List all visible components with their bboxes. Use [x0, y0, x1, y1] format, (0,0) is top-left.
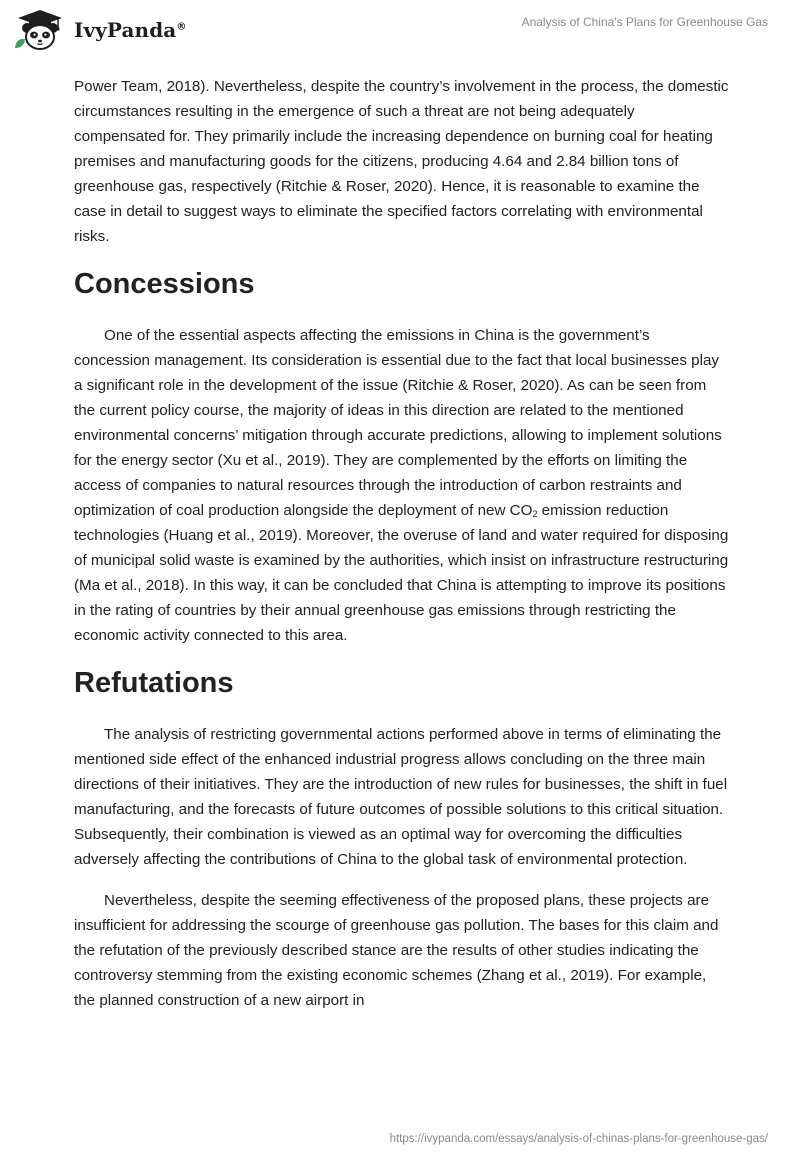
intro-paragraph: Power Team, 2018). Nevertheless, despite the country’s involvement in the process, the domestic circumstances resulting in the emergence of such a threat are not being adequately compensated for. They primarily include the increasing dependence on burning coal for heating premises and manufacturing goods for the citizens, producing 4.64 and 2.84 billion tons of greenhouse gas, respectively (Ritchie & Roser, 2020). Hence, it is reasonable to examine the case in detail to suggest ways to eliminate the specified factors correlating with environmental risks.	[74, 78, 729, 245]
footer-url-link[interactable]: https://ivypanda.com/essays/analysis-of-chinas-plans-for-greenhouse-gas/	[389, 1133, 768, 1145]
panda-graduate-icon	[12, 8, 68, 52]
document-title: Analysis of China's Plans for Greenhouse Gas	[521, 15, 768, 29]
ivypanda-logo[interactable]	[12, 8, 186, 52]
concessions-heading: Concessions	[74, 268, 255, 300]
essay-content	[74, 74, 729, 1013]
refutations-heading: Refutations	[74, 667, 234, 699]
page-header	[0, 0, 800, 64]
logo-text: IvyPanda®	[74, 18, 187, 42]
refutations-paragraph-1: The analysis of restricting governmental actions performed above in terms of eliminating the mentioned side effect of the enhanced industrial progress allows concluding on the three main directions of their initiatives. They are the introduction of new rules for businesses, the shift in fuel manufacturing, and the forecasts of future outcomes of possible solutions to this critical situation. Subsequently, their combination is viewed as an optimal way for overcoming the difficulties adversely affecting the contributions of China to the global task of environmental protection.	[74, 726, 728, 868]
concessions-paragraph: One of the essential aspects affecting the emissions in China is the government’s concession management. Its consideration is essential due to the fact that local businesses play a significant role in the development of the issue (Ritchie & Roser, 2020). As can be seen from the current policy course, the majority of ideas in this direction are related to the mentioned environmental concerns’ mitigation through accurate predictions, allowing to implement solutions for the energy sector (Xu et al., 2019). They are complemented by the efforts on limiting the access of companies to natural resources through the introduction of carbon restraints and optimization of coal production alongside the deployment of new $CO_2$ emission reduction technologies (Huang et al., 2019). Moreover, the overuse of land and water required for disposing of municipal solid waste is examined by the authorities, which insist on infrastructure restructuring (Ma et al., 2018). In this way, it can be concluded that China is attempting to improve its positions in the rating of countries by their annual greenhouse gas emissions through restricting the economic activity connected to this area.	[74, 327, 729, 644]
refutations-paragraph-2: Nevertheless, despite the seeming effectiveness of the proposed plans, these projects are insufficient for addressing the scourge of greenhouse gas pollution. The bases for this claim and the refutation of the previously described stance are the results of other studies indicating the controversy stemming from the existing economic schemes (Zhang et al., 2019). For example, the planned construction of a new airport in	[74, 892, 719, 1009]
